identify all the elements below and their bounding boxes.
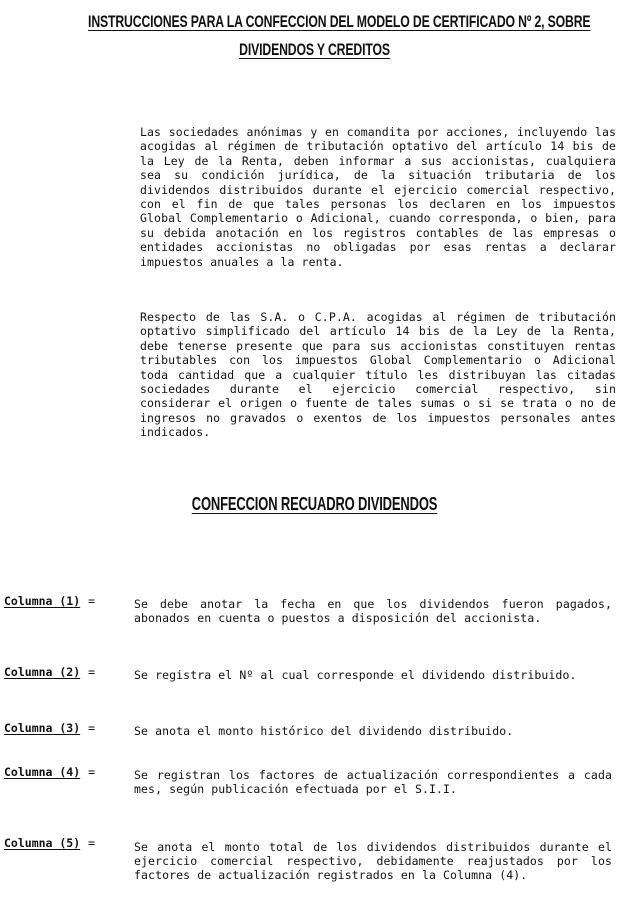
document-title-line-2: DIVIDENDOS Y CREDITOS <box>239 40 390 59</box>
column-3-description: Se anota el monto histórico del dividendo distribuido. <box>134 724 514 738</box>
column-1-label <box>4 594 95 608</box>
equals-sign: = <box>88 721 96 735</box>
equals-sign: = <box>88 665 96 679</box>
column-5-description: Se anota el monto total de los dividendos distribuidos durante el ejercicio comercial respectivo, debidamente reajustados por los factores de actualización registrados en la Columna (4). <box>134 840 612 883</box>
column-3-label <box>4 721 95 735</box>
document-title-line-1: INSTRUCCIONES PARA LA CONFECCION DEL MODELO DE CERTIFICADO Nº 2, SOBRE <box>88 12 591 31</box>
column-4-description: Se registran los factores de actualización correspondientes a cada mes, según publicación efectuada por el S.I.I. <box>134 768 612 797</box>
equals-sign: = <box>88 594 96 608</box>
section-title: CONFECCION RECUADRO DIVIDENDOS <box>191 494 438 514</box>
intro-paragraph-2: Respecto de las S.A. o C.P.A. acogidas al régimen de tributación optativo simplificado del artículo 14 bis de la Ley de la Renta, debe tenerse presente que para sus accionistas constituyen rentas tributables con los impuestos Global Complementario o Adicional toda cantidad que a cualquier título les distribuyan las citadas sociedades durante el ejercicio comercial respectivo, sin considerar el origen o fuente de tales sumas o si se trata o no de ingresos no gravados o exentos de los impuestos personales antes indicados. <box>140 310 616 440</box>
column-5-label <box>4 836 95 850</box>
column-1-description: Se debe anotar la fecha en que los dividendos fueron pagados, abonados en cuenta o puestos a disposición del accionista. <box>134 597 612 626</box>
column-label-text: Columna (2) <box>4 665 81 679</box>
column-2-description: Se registra el Nº al cual corresponde el dividendo distribuido. <box>134 668 577 682</box>
equals-sign: = <box>88 836 96 850</box>
equals-sign: = <box>88 765 96 779</box>
column-4-label <box>4 765 95 779</box>
column-label-text: Columna (3) <box>4 721 81 735</box>
column-label-text: Columna (4) <box>4 765 81 779</box>
column-2-label <box>4 665 95 679</box>
column-label-text: Columna (1) <box>4 594 81 608</box>
intro-paragraph-1: Las sociedades anónimas y en comandita por acciones, incluyendo las acogidas al régimen de tributación optativo del artículo 14 bis de la Ley de la Renta, deben informar a sus accionistas, cualquiera sea su condición jurídica, de la situación tributaria de los dividendos distribuidos durante el ejercicio comercial respectivo, con el fin de que tales personas los declaren en los impuestos Global Complementario o Adicional, cuando corresponda, o bien, para su debida anotación en los registros contables de las empresas o entidades accionistas no obligadas por esas rentas a declarar impuestos anuales a la renta. <box>140 125 616 269</box>
column-label-text: Columna (5) <box>4 836 81 850</box>
